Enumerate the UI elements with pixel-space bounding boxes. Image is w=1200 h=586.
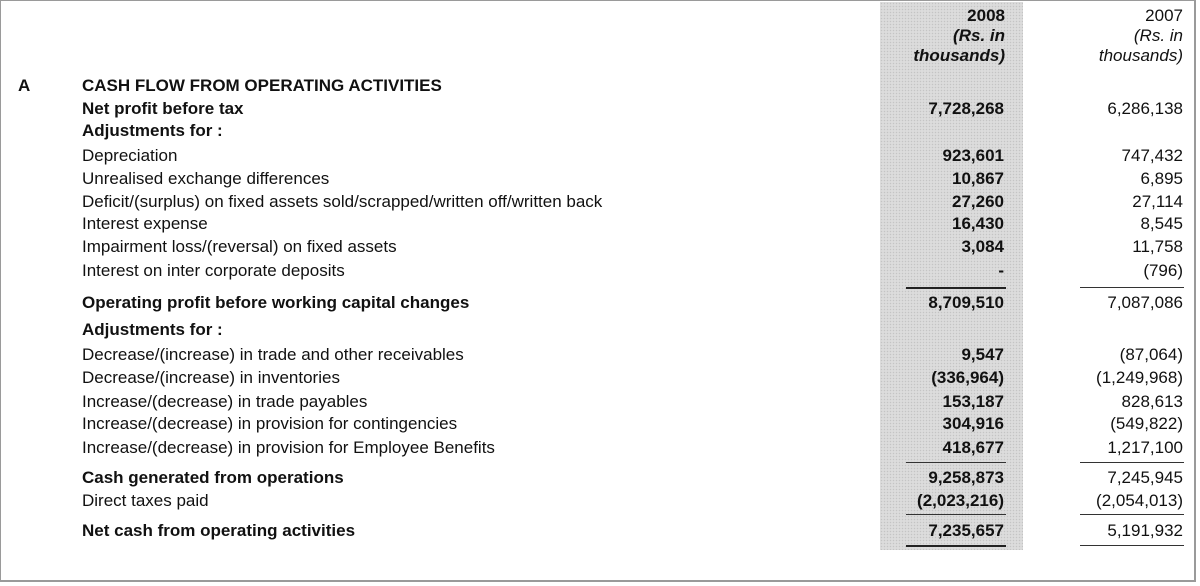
row-label: Interest on inter corporate deposits xyxy=(82,261,345,280)
subtotal-rule-2008 xyxy=(906,287,1006,289)
table-row xyxy=(0,213,1200,234)
table-row xyxy=(0,75,1200,96)
value-2007: (2,054,013) xyxy=(1096,491,1183,510)
row-label: Direct taxes paid xyxy=(82,491,209,510)
subtotal-rule-2007 xyxy=(1080,462,1184,463)
row-label: Operating profit before working capital changes xyxy=(82,293,470,312)
value-2007: (796) xyxy=(1143,261,1183,280)
value-2008: 418,677 xyxy=(942,438,1004,457)
value-2008: 27,260 xyxy=(952,192,1004,211)
row-label: Decrease/(increase) in trade and other receivables xyxy=(82,345,464,364)
column-header-year: 2007 xyxy=(1145,6,1183,25)
table-row xyxy=(0,292,1200,313)
column-header-unit: (Rs. in xyxy=(953,26,1005,45)
total-rule-2008 xyxy=(906,545,1006,547)
value-2007: 27,114 xyxy=(1132,192,1183,211)
row-label: Unrealised exchange differences xyxy=(82,169,330,188)
table-row xyxy=(0,236,1200,257)
value-2007: 6,286,138 xyxy=(1107,99,1183,118)
row-label: Decrease/(increase) in inventories xyxy=(82,368,340,387)
table-row xyxy=(0,413,1200,434)
value-2008: 10,867 xyxy=(952,169,1004,188)
value-2007: 7,087,086 xyxy=(1107,293,1183,312)
row-label: Adjustments for : xyxy=(82,121,223,140)
table-row xyxy=(0,191,1200,212)
table-row xyxy=(0,319,1200,340)
section-marker: A xyxy=(18,76,31,95)
row-label: Interest expense xyxy=(82,214,208,233)
value-2008: 7,235,657 xyxy=(928,521,1004,540)
subtotal-rule-2008 xyxy=(906,514,1006,515)
table-row xyxy=(0,98,1200,119)
table-row xyxy=(0,467,1200,488)
column-header-unit: (Rs. in xyxy=(1133,26,1183,45)
value-2007: 8,545 xyxy=(1140,214,1183,233)
value-2008: 923,601 xyxy=(942,146,1004,165)
table-row xyxy=(0,145,1200,166)
value-2008: - xyxy=(998,261,1004,280)
column-header-year: 2008 xyxy=(967,6,1005,25)
total-rule-2007 xyxy=(1080,545,1184,546)
value-2007: (1,249,968) xyxy=(1096,368,1183,387)
value-2008: 9,547 xyxy=(961,345,1004,364)
value-2008: 7,728,268 xyxy=(928,99,1004,118)
value-2008: (336,964) xyxy=(931,368,1004,387)
column-header-unit: thousands) xyxy=(1098,46,1183,65)
row-label: Impairment loss/(reversal) on fixed assets xyxy=(82,237,397,256)
table-row xyxy=(0,344,1200,365)
row-label: CASH FLOW FROM OPERATING ACTIVITIES xyxy=(82,76,442,95)
value-2008: 8,709,510 xyxy=(928,293,1004,312)
table-row xyxy=(0,260,1200,281)
value-2008: 304,916 xyxy=(942,414,1004,433)
value-2007: 828,613 xyxy=(1121,392,1183,411)
subtotal-rule-2007 xyxy=(1080,287,1184,288)
value-2007: 5,191,932 xyxy=(1107,521,1183,540)
row-label: Adjustments for : xyxy=(82,320,223,339)
value-2008: 3,084 xyxy=(961,237,1004,256)
value-2007: (549,822) xyxy=(1110,414,1183,433)
row-label: Increase/(decrease) in provision for contingencies xyxy=(82,414,458,433)
row-label: Increase/(decrease) in provision for Employee Benefits xyxy=(82,438,495,457)
value-2007: 747,432 xyxy=(1121,146,1183,165)
table-row xyxy=(0,520,1200,541)
table-row xyxy=(0,490,1200,511)
row-label: Deficit/(surplus) on fixed assets sold/scrapped/written off/written back xyxy=(82,192,603,211)
row-label: Net cash from operating activities xyxy=(82,521,356,540)
value-2007: 11,758 xyxy=(1132,237,1183,256)
row-label: Cash generated from operations xyxy=(82,468,344,487)
column-header-2008 xyxy=(880,6,1005,66)
column-header-2007 xyxy=(1040,6,1183,66)
table-row xyxy=(0,391,1200,412)
subtotal-rule-2008 xyxy=(906,462,1006,463)
value-2007: 6,895 xyxy=(1140,169,1183,188)
value-2008: 9,258,873 xyxy=(928,468,1004,487)
value-2007: 1,217,100 xyxy=(1107,438,1183,457)
subtotal-rule-2007 xyxy=(1080,514,1184,515)
value-2008: 16,430 xyxy=(952,214,1004,233)
table-row xyxy=(0,120,1200,141)
value-2007: (87,064) xyxy=(1119,345,1183,364)
table-row xyxy=(0,168,1200,189)
column-header-unit: thousands) xyxy=(913,46,1005,65)
table-row xyxy=(0,437,1200,458)
value-2008: (2,023,216) xyxy=(917,491,1004,510)
row-label: Increase/(decrease) in trade payables xyxy=(82,392,368,411)
value-2008: 153,187 xyxy=(942,392,1004,411)
value-2007: 7,245,945 xyxy=(1107,468,1183,487)
table-row xyxy=(0,367,1200,388)
row-label: Net profit before tax xyxy=(82,99,244,118)
row-label: Depreciation xyxy=(82,146,178,165)
